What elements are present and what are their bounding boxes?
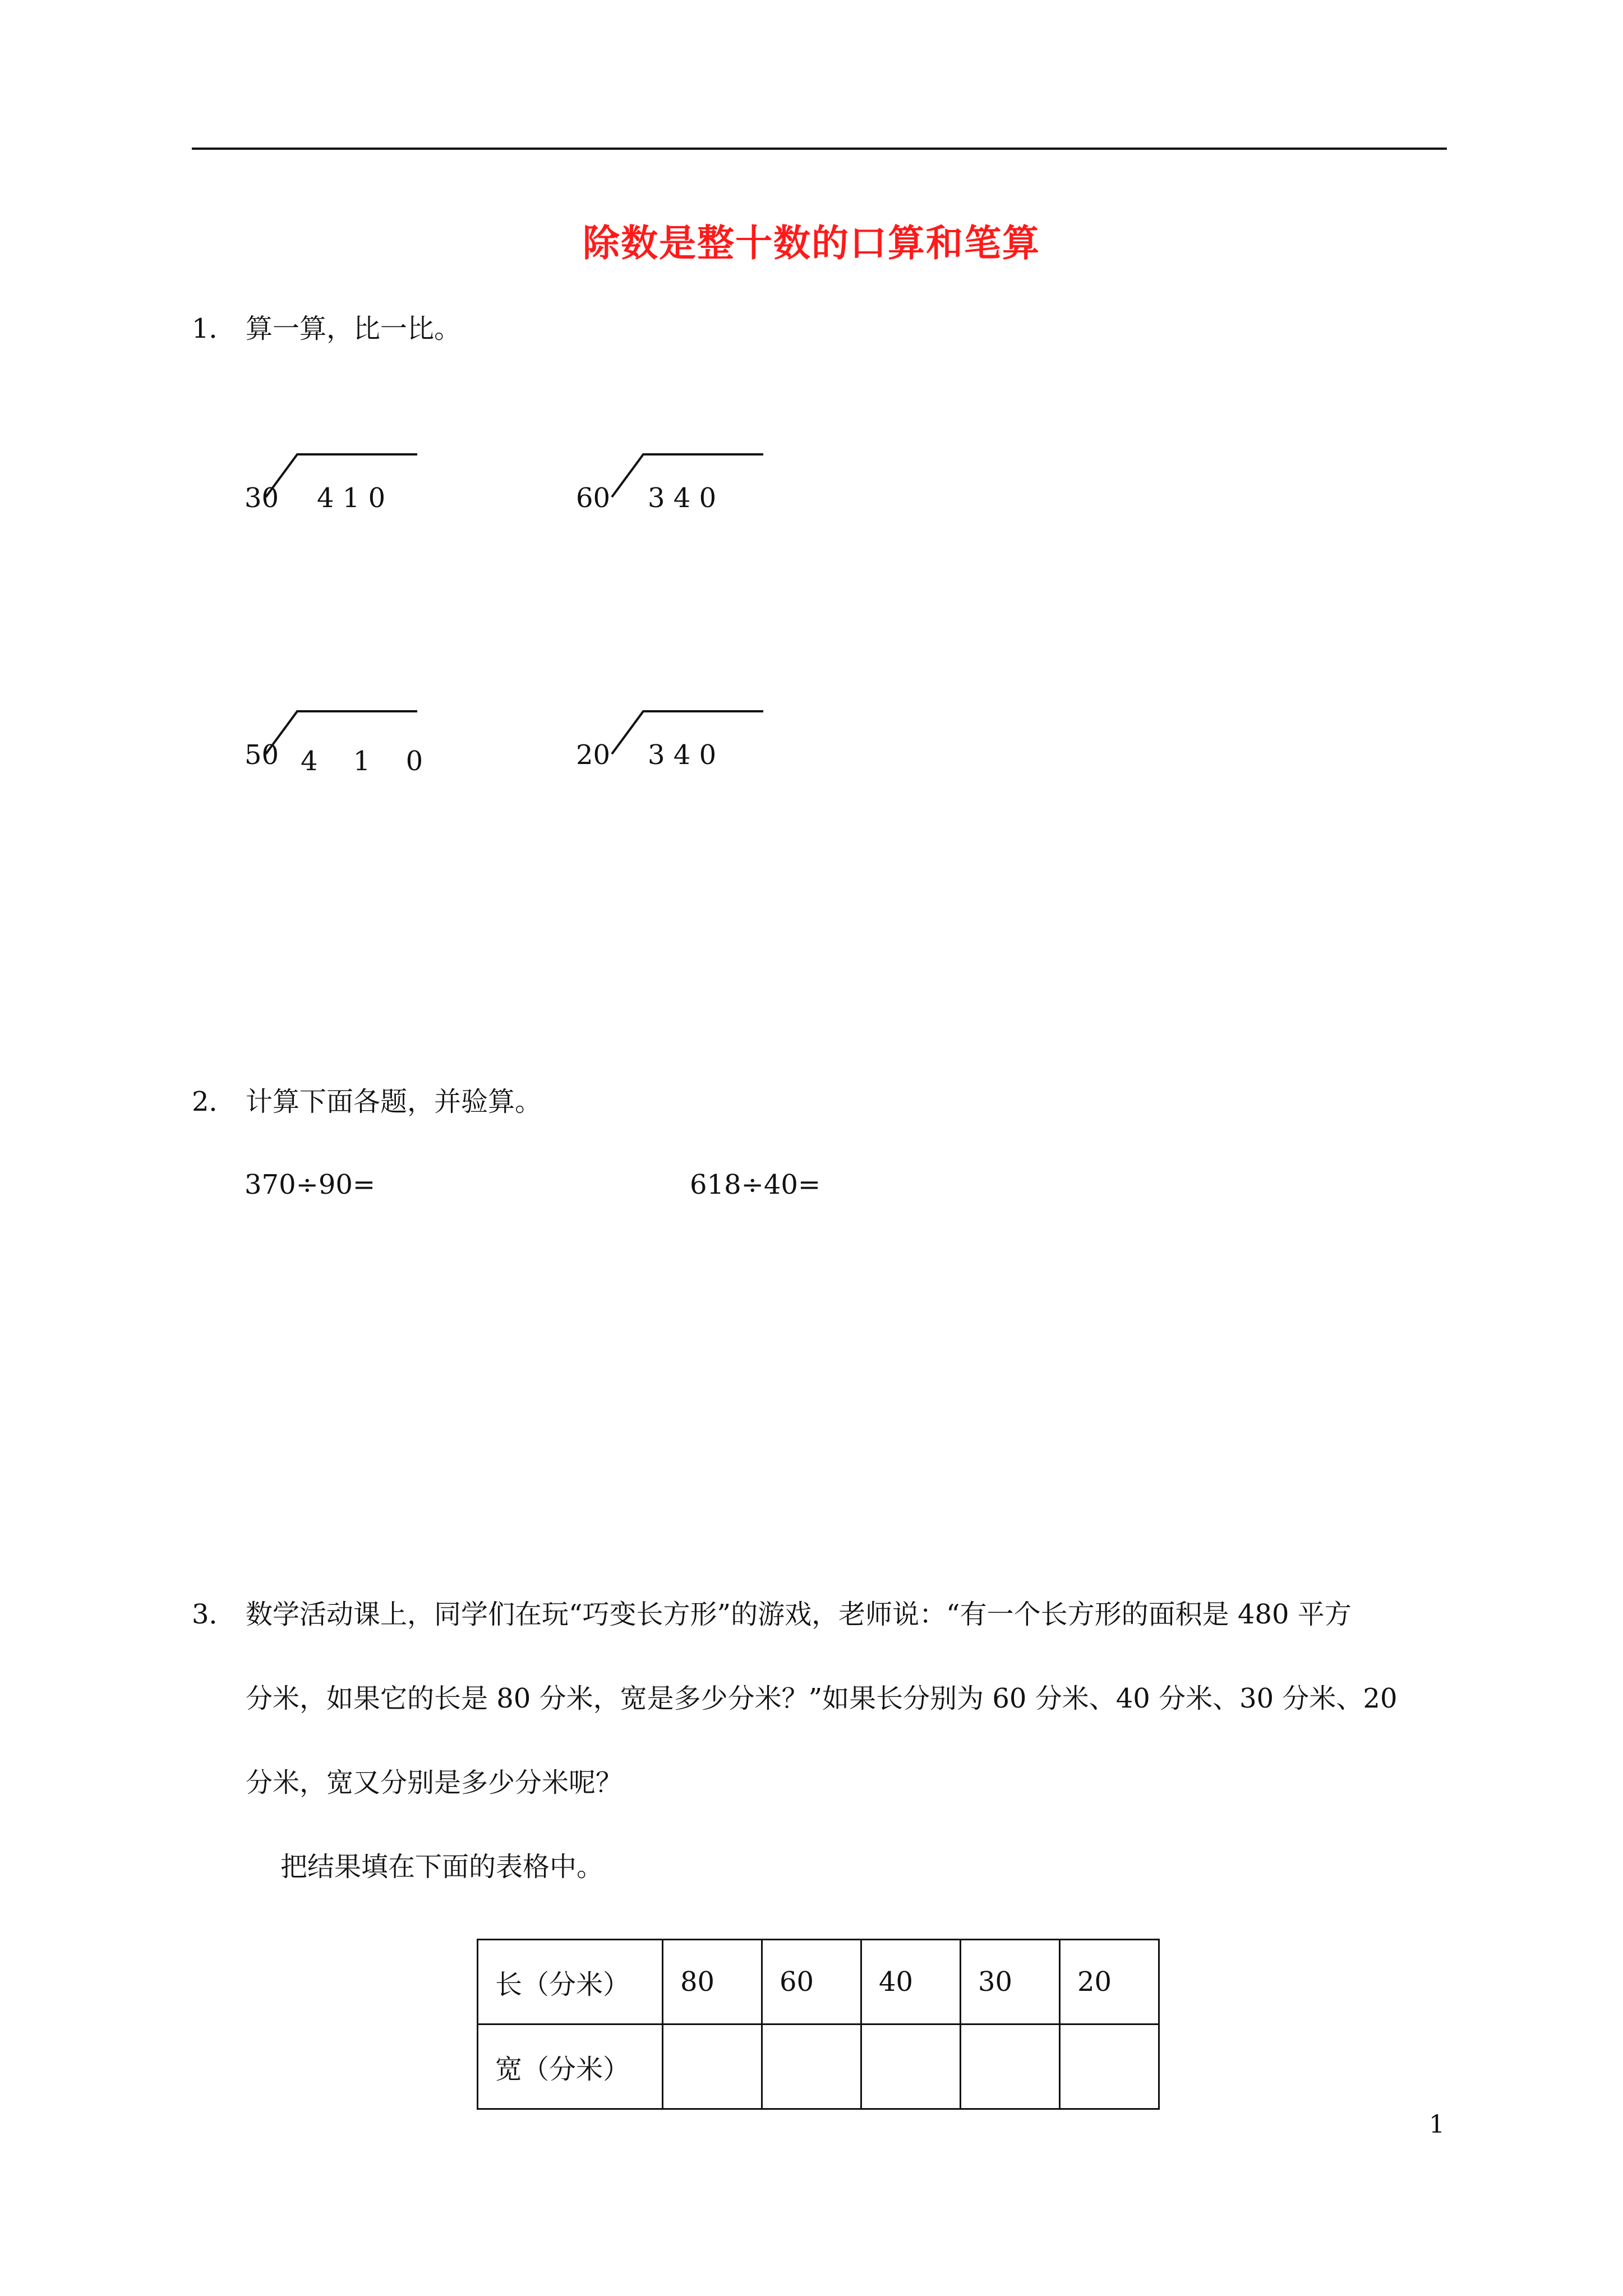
question-1-prompt: 算一算，比一比。: [246, 313, 462, 344]
divisor-2: 60: [576, 482, 611, 514]
dividend-4: 3 4 0: [648, 739, 717, 771]
question-3-line-3: 分米，宽又分别是多少分米呢？: [246, 1767, 623, 1798]
answer-table: [477, 1939, 1160, 2110]
length-cell: 80: [663, 1940, 762, 2024]
dividend-3: 4 1 0: [301, 746, 423, 777]
page-title: 除数是整十数的口算和笔算: [583, 221, 1040, 265]
table-row-length: [478, 1940, 1159, 2024]
page-number: 1: [1429, 2110, 1445, 2139]
question-1-number: 1．: [192, 313, 236, 344]
width-answer-cell[interactable]: [663, 2024, 762, 2109]
table-row-width: [478, 2024, 1159, 2109]
question-3-line-2: 分米，如果它的长是 80 分米，宽是多少分米？”如果长分别为 60 分米、40 分米、30 分米、20: [246, 1683, 1398, 1714]
divisor-1: 30: [245, 482, 279, 514]
expression-1: 370÷90=: [245, 1169, 376, 1200]
dividend-1: 4 1 0: [317, 482, 386, 514]
divisor-3: 50: [245, 739, 279, 771]
dividend-2: 3 4 0: [648, 482, 717, 514]
length-header-cell: 长（分米）: [478, 1940, 663, 2024]
width-header-cell: 宽（分米）: [478, 2024, 663, 2109]
width-answer-cell[interactable]: [762, 2024, 861, 2109]
expression-2: 618÷40=: [690, 1169, 821, 1200]
question-3-line-1: 数学活动课上，同学们在玩“巧变长方形”的游戏，老师说：“有一个长方形的面积是 480 平方: [246, 1599, 1352, 1630]
divisor-4: 20: [576, 739, 611, 771]
question-2-prompt: 计算下面各题，并验算。: [246, 1086, 542, 1117]
length-cell: 40: [861, 1940, 961, 2024]
width-answer-cell[interactable]: [961, 2024, 1060, 2109]
header-rule: [192, 148, 1447, 150]
width-answer-cell[interactable]: [1060, 2024, 1159, 2109]
length-cell: 20: [1060, 1940, 1159, 2024]
width-answer-cell[interactable]: [861, 2024, 961, 2109]
question-3-number: 3．: [192, 1599, 236, 1630]
length-cell: 60: [762, 1940, 861, 2024]
question-2-number: 2．: [192, 1086, 236, 1117]
length-cell: 30: [961, 1940, 1060, 2024]
table-instruction: 把结果填在下面的表格中。: [280, 1851, 604, 1883]
